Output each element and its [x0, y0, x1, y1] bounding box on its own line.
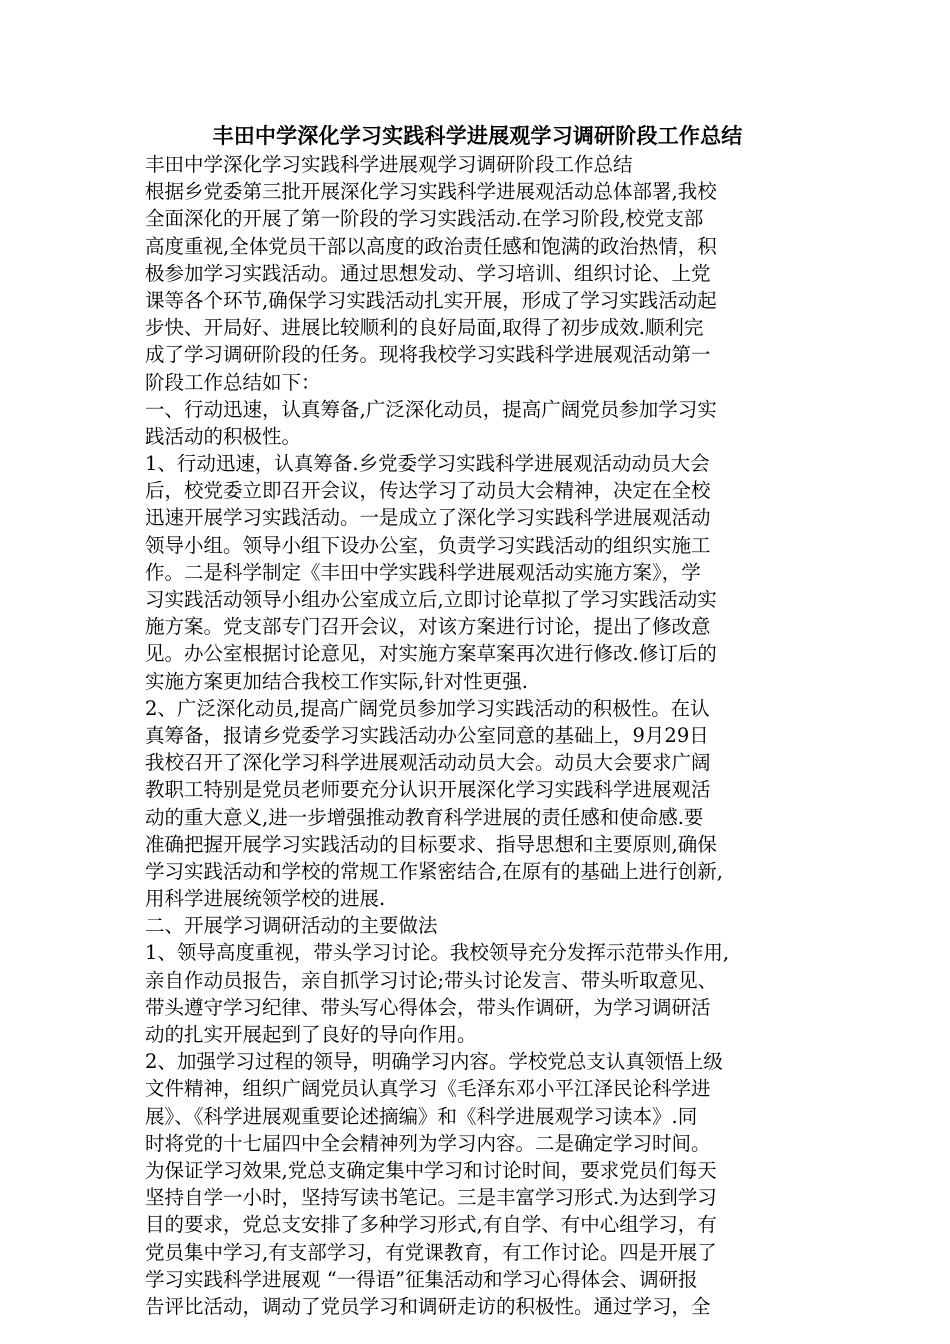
text-line: 1、行动迅速，认真筹备.乡党委学习实践科学进展观活动动员大会: [145, 452, 710, 476]
text-line: 用科学进展统领学校的进展.: [145, 887, 386, 911]
text-line: 1、领导高度重视，带头学习讨论。我校领导充分发挥示范带头作用,: [145, 941, 730, 965]
text-line: 准确把握开展学习实践活动的目标要求、指导思想和主要原则,确保: [145, 832, 717, 856]
text-line: 习实践活动领导小组办公室成立后,立即讨论草拟了学习实践活动实: [145, 588, 717, 611]
text-line: 课等各个环节,确保学习实践活动扎实开展，形成了学习实践活动起: [145, 288, 717, 312]
text-line: 后，校党委立即召开会议，传达学习了动员大会精神，决定在全校: [145, 479, 711, 503]
text-line: 亲自作动员报告，亲自抓学习讨论;带头讨论发言、带头听取意见、: [145, 968, 718, 992]
text-line: 二、开展学习调研活动的主要做法: [145, 914, 438, 938]
text-line: 根据乡党委第三批开展深化学习实践科学进展观活动总体部署,我校: [145, 180, 717, 204]
text-line: 迅速开展学习实践活动。一是成立了深化学习实践科学进展观活动: [145, 506, 711, 530]
text-line: 文件精神，组织广阔党员认真学习《毛泽东邓小平江泽民论科学进: [145, 1077, 711, 1101]
text-line: 实施方案更加结合我校工作实际,针对性更强.: [145, 669, 528, 693]
text-line: 成了学习调研阶段的任务。现将我校学习实践科学进展观活动第一: [145, 343, 711, 367]
text-line: 目的要求，党总支安排了多种学习形式,有自学、有中心组学习，有: [145, 1213, 717, 1237]
text-line: 2、加强学习过程的领导，明确学习内容。学校党总支认真领悟上级: [145, 1050, 723, 1074]
text-line: 丰田中学深化学习实践科学进展观学习调研阶段工作总结: [145, 153, 633, 176]
text-line: 2、广泛深化动员,提高广阔党员参加学习实践活动的积极性。在认: [145, 696, 710, 720]
text-line: 一、行动迅速，认真筹备,广泛深化动员，提高广阔党员参加学习实: [145, 397, 717, 421]
document-text: [145, 151, 810, 1320]
text-line: 学习实践科学进展观 “一得语”征集活动和学习心得体会、调研报: [145, 1267, 698, 1291]
text-line: 动的重大意义,进一步增强推动教育科学进展的责任感和使命感.要: [145, 805, 704, 829]
text-line: 极参加学习实践活动。通过思想发动、学习培训、组织讨论、上党: [145, 261, 711, 285]
text-line: 学习实践活动和学校的常规工作紧密结合,在原有的基础上进行创新,: [145, 859, 723, 883]
text-line: 施方案。党支部专门召开会议，对该方案进行讨论，提出了修改意: [145, 615, 711, 639]
text-line: 党员集中学习,有支部学习，有党课教育，有工作讨论。四是开展了: [145, 1240, 717, 1264]
text-line: 带头遵守学习纪律、带头写心得体会，带头作调研，为学习调研活: [145, 995, 711, 1019]
text-line: 作。二是科学制定《丰田中学实践科学进展观活动实施方案》，学: [145, 560, 701, 584]
text-line: 领导小组。领导小组下设办公室，负责学习实践活动的组织实施工: [145, 533, 711, 557]
text-line: 时将党的十七届四中全会精神列为学习内容。二是确定学习时间。: [145, 1131, 711, 1155]
document-title: 丰田中学深化学习实践科学进展观学习调研阶段工作总结: [212, 123, 743, 148]
text-line: 真筹备，报请乡党委学习实践活动办公室同意的基础上，9月29日: [145, 723, 709, 747]
text-line: 教职工特别是党员老师要充分认识开展深化学习实践科学进展观活: [145, 778, 711, 802]
document-body: [145, 120, 810, 1320]
text-line: 我校召开了深化学习科学进展观活动动员大会。动员大会要求广阔: [145, 751, 711, 775]
text-line: 见。办公室根据讨论意见，对实施方案草案再次进行修改.修订后的: [145, 642, 717, 666]
text-line: 动的扎实开展起到了良好的导向作用。: [145, 1023, 477, 1046]
text-line: 高度重视,全体党员干部以高度的政治责任感和饱满的政治热情，积: [145, 234, 717, 258]
text-line: 坚持自学一小时，坚持写读书笔记。三是丰富学习形式.为达到学习: [145, 1186, 717, 1210]
text-line: 全面深化的开展了第一阶段的学习实践活动.在学习阶段,校党支部: [145, 207, 704, 231]
text-line: 展》、《科学进展观重要论述摘编》和《科学进展观学习读本》.同: [145, 1104, 698, 1128]
text-line: 阶段工作总结如下：: [145, 370, 321, 394]
text-line: 为保证学习效果,党总支确定集中学习和讨论时间，要求党员们每天: [145, 1158, 717, 1182]
text-line: 步快、开局好、进展比较顺利的良好局面,取得了初步成效.顺利完: [145, 316, 704, 340]
text-line: 告评比活动，调动了党员学习和调研走访的积极性。通过学习，全: [145, 1294, 711, 1318]
text-line: 践活动的积极性。: [145, 424, 302, 448]
